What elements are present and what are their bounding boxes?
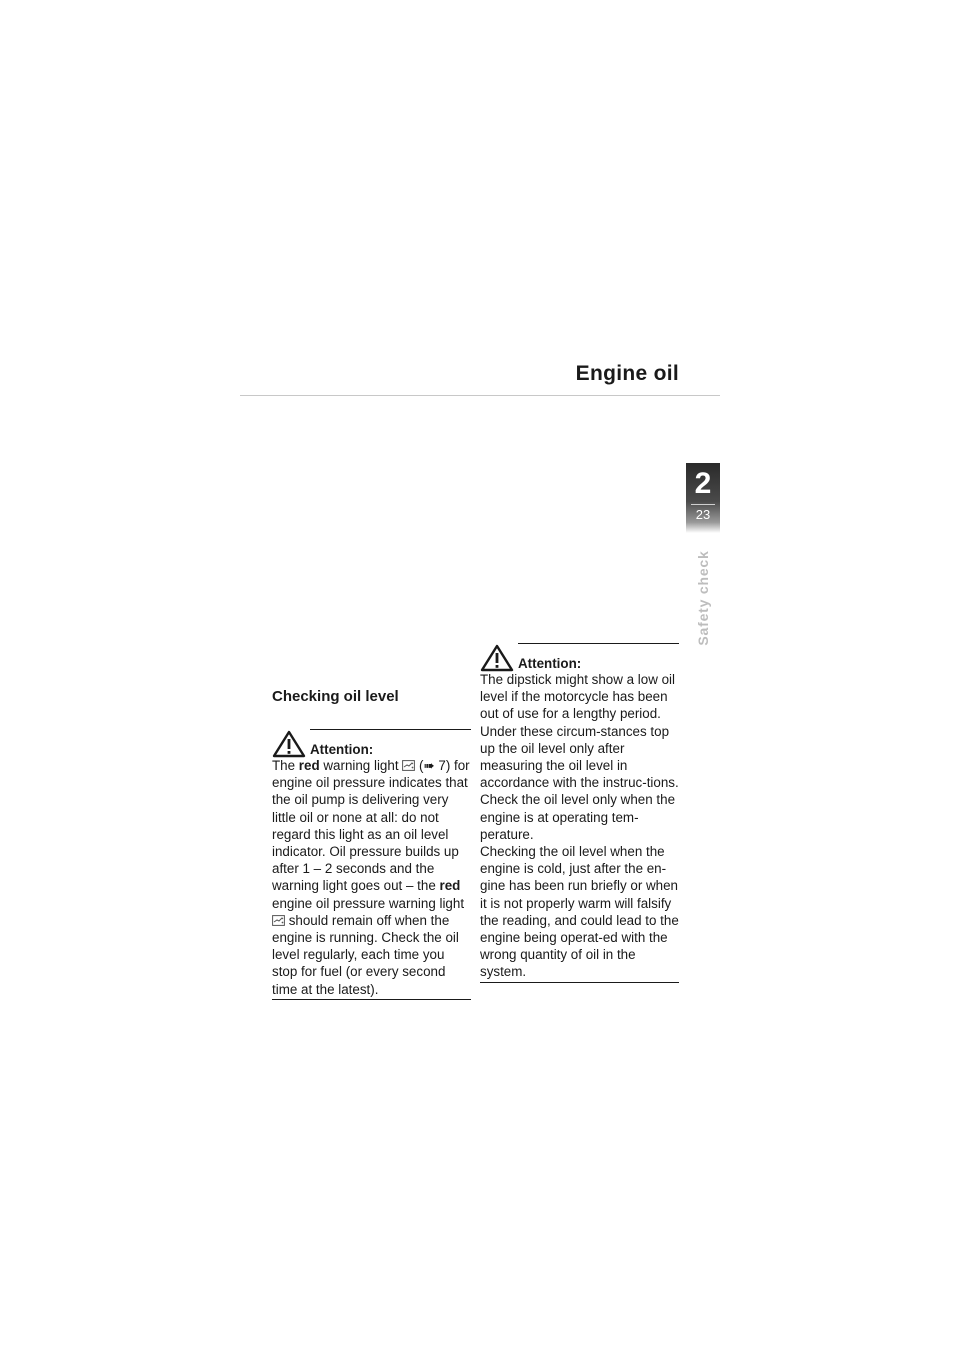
emphasis-red: red bbox=[298, 758, 320, 773]
chapter-divider bbox=[691, 504, 715, 505]
text-segment: The bbox=[272, 758, 299, 773]
chapter-tab bbox=[686, 463, 720, 533]
warning-triangle-icon bbox=[272, 730, 306, 758]
emphasis-red: red bbox=[439, 878, 461, 894]
note-bottom-rule bbox=[480, 982, 679, 983]
section-label: Safety check bbox=[695, 550, 711, 646]
attention-text bbox=[272, 757, 471, 998]
text-segment: (➠ 7) for engine oil pressure indicates that the oil pump is delivering very little oil or none at all: do not regard this light as an oil level indicator. Oil pressure builds up after 1 – 2 seconds and the warning light goes out – the bbox=[272, 758, 470, 894]
note-bottom-rule bbox=[272, 999, 471, 1000]
warning-triangle-icon bbox=[480, 644, 514, 672]
attention-paragraph: Checking the oil level when the engine is cold, just after the en-gine has been run briefly or when it is not properly warm will falsify the reading, and could lead to the engine being operat-ed with the wrong quantity of oil in the system. bbox=[480, 844, 679, 980]
attention-note-left bbox=[272, 729, 471, 1000]
oil-pressure-icon bbox=[402, 760, 415, 771]
attention-header bbox=[272, 729, 471, 757]
header-rule bbox=[240, 395, 720, 396]
attention-header bbox=[480, 643, 679, 671]
text-segment: engine oil pressure warning light bbox=[272, 895, 465, 911]
attention-note-right bbox=[480, 643, 679, 983]
chapter-number: 2 bbox=[694, 467, 712, 500]
oil-pressure-icon bbox=[272, 915, 285, 926]
page-number: 23 bbox=[695, 507, 711, 522]
attention-paragraph: Check the oil level only when the engine is at operating tem-perature. bbox=[480, 792, 676, 842]
text-segment: should remain off when the engine is running. Check the oil level regularly, each time you stop for fuel (or every second time at the latest). bbox=[272, 912, 459, 997]
attention-label: Attention: bbox=[310, 742, 374, 757]
text-segment: warning light bbox=[319, 758, 403, 773]
attention-paragraph: The dipstick might show a low oil level if the motorcycle has been out of use for a lengthy period. Under these circum-stances top up the oil level only after measuring the oil level in accordance with the instruc-tions. bbox=[480, 672, 679, 791]
attention-label: Attention: bbox=[518, 656, 582, 671]
section-heading: Checking oil level bbox=[272, 688, 399, 705]
page-title: Engine oil bbox=[575, 362, 679, 385]
